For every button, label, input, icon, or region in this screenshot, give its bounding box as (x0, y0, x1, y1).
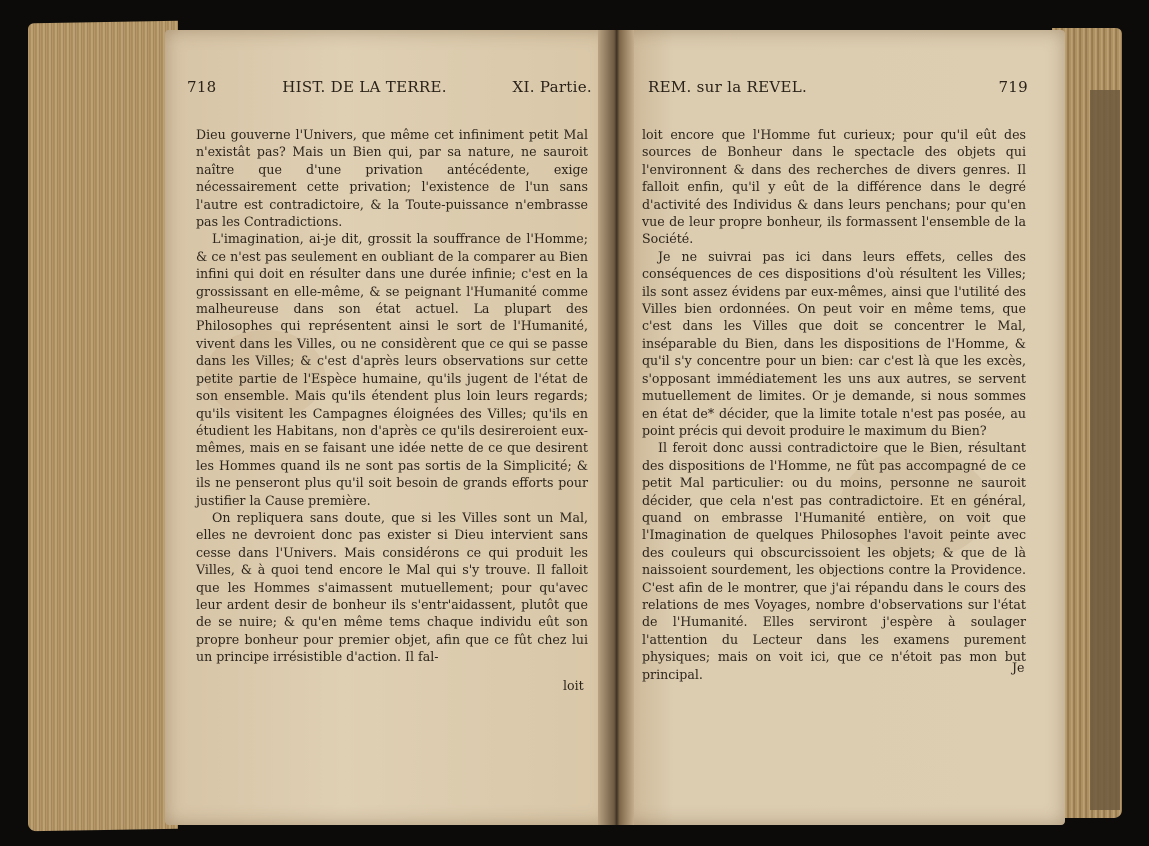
right-running-head (648, 78, 1028, 96)
paragraph: loit encore que l'Homme fut curieux; pour qu'il eût des sources de Bonheur dans le spectacle des objets qui l'environnent & dans des recherches de divers genres. Il falloit enfin, qu'il y eût de la différence dans le degré d'activité des Individus & dans leurs penchans; pour qu'en vue de leur propre bonheur, ils formassent l'ensemble de la Société. (642, 127, 1026, 247)
left-catchword: loit (563, 678, 584, 693)
left-page-number: 718 (187, 78, 217, 96)
left-running-head (187, 78, 592, 96)
right-page-text (642, 126, 1026, 683)
right-running-title: REM. sur la REVEL. (648, 78, 808, 96)
paragraph: Il feroit donc aussi contradictoire que le Bien, résultant des dispositions de l'Homme, ne fût pas accompagné de ce petit Mal particulier: ou du moins, personne ne sauroit décider, que cela n'est pas contradictoire. Et en général, quand on embrasse l'Humanité entière, on voit que l'Imagination de quelques Philosophes l'avoit peinte avec des couleurs qui obscurcissoient les objets; & que de là naissoient sourdement, les objections contre la Providence. C'est afin de le montrer, que j'ai répandu dans le cours des relations de mes Voyages, nombre d'observations sur l'état de l'Humanité. Elles serviront j'espère à soulager l'attention du Lecteur dans les examens purement physiques; mais on voit ici, que ce n'étoit pas mon but principal. (642, 440, 1026, 682)
right-page-number: 719 (998, 78, 1028, 96)
binding-strip (1090, 90, 1120, 810)
right-catchword: Je (1012, 660, 1025, 675)
left-running-title: HIST. DE LA TERRE. (282, 78, 447, 96)
left-page-text (196, 126, 588, 666)
paragraph: L'imagination, ai-je dit, grossit la souffrance de l'Homme; & ce n'est pas seulement en oubliant de la comparer au Bien infini qui doit en résulter dans une durée infinie; c'est en la grossissant en elle-même, & se peignant l'Humanité comme malheureuse dans son état actuel. La plupart des Philosophes qui représentent ainsi le sort de l'Humanité, vivent dans les Villes, ou ne considèrent que ce qui se passe dans les Villes; & c'est d'après leurs observations sur cette petite partie de l'Espèce humaine, qu'ils jugent de l'état de son ensemble. Mais qu'ils étendent plus loin leurs regards; qu'ils visitent les Campagnes éloignées des Villes; qu'ils en étudient les Habitans, non d'après ce qu'ils desireroient eux-mêmes, mais en se faisant une idée nette de ce que desirent les Hommes quand ils ne sont pas sortis de la Simplicité; & ils ne penseront plus qu'il soit besoin de grands efforts pour justifier la Cause première. (196, 231, 588, 508)
paragraph: On repliquera sans doute, que si les Villes sont un Mal, elles ne devroient donc pas exister si Dieu intervient sans cesse dans l'Univers. Mais considérons ce qui produit les Villes, & à quoi tend encore le Mal qui s'y trouve. Il falloit que les Hommes s'aimassent mutuellement; pour qu'avec leur ardent desir de bonheur ils s'entr'aidassent, plutôt que de se nuire; & qu'en même tems chaque individu eût son propre bonheur pour premier objet, afin que ce fût chez lui un principe irrésistible d'action. Il fal- (196, 509, 588, 665)
book-gutter (598, 30, 634, 825)
paragraph: Dieu gouverne l'Univers, que même cet infiniment petit Mal n'existât pas? Mais un Bien qui, par sa nature, ne sauroit naître que d'une privation antécédente, exige nécessairement cette privation; l'existence de l'un sans l'autre est contradictoire, & la Toute-puissance n'embrasse pas les Contradictions. (196, 127, 588, 230)
left-part-label: XI. Partie. (512, 78, 592, 96)
paragraph: Je ne suivrai pas ici dans leurs effets, celles des conséquences de ces dispositions d'où résultent les Villes; ils sont assez évidens par eux-mêmes, ainsi que l'utilité des Villes bien ordonnées. On peut voir en même tems, que c'est dans les Villes que doit se concentrer le Mal, inséparable du Bien, dans les dispositions de l'Homme, & qu'il s'y concentre pour un bien: car c'est là que les excès, s'opposant immédiatement les uns aux autres, se servent mutuellement de limites. Or je demande, si nous sommes en état de* décider, que la limite totale n'est pas posée, au point précis qui devoit produire le maximum du Bien? (642, 248, 1026, 438)
left-page-edges (28, 21, 178, 832)
